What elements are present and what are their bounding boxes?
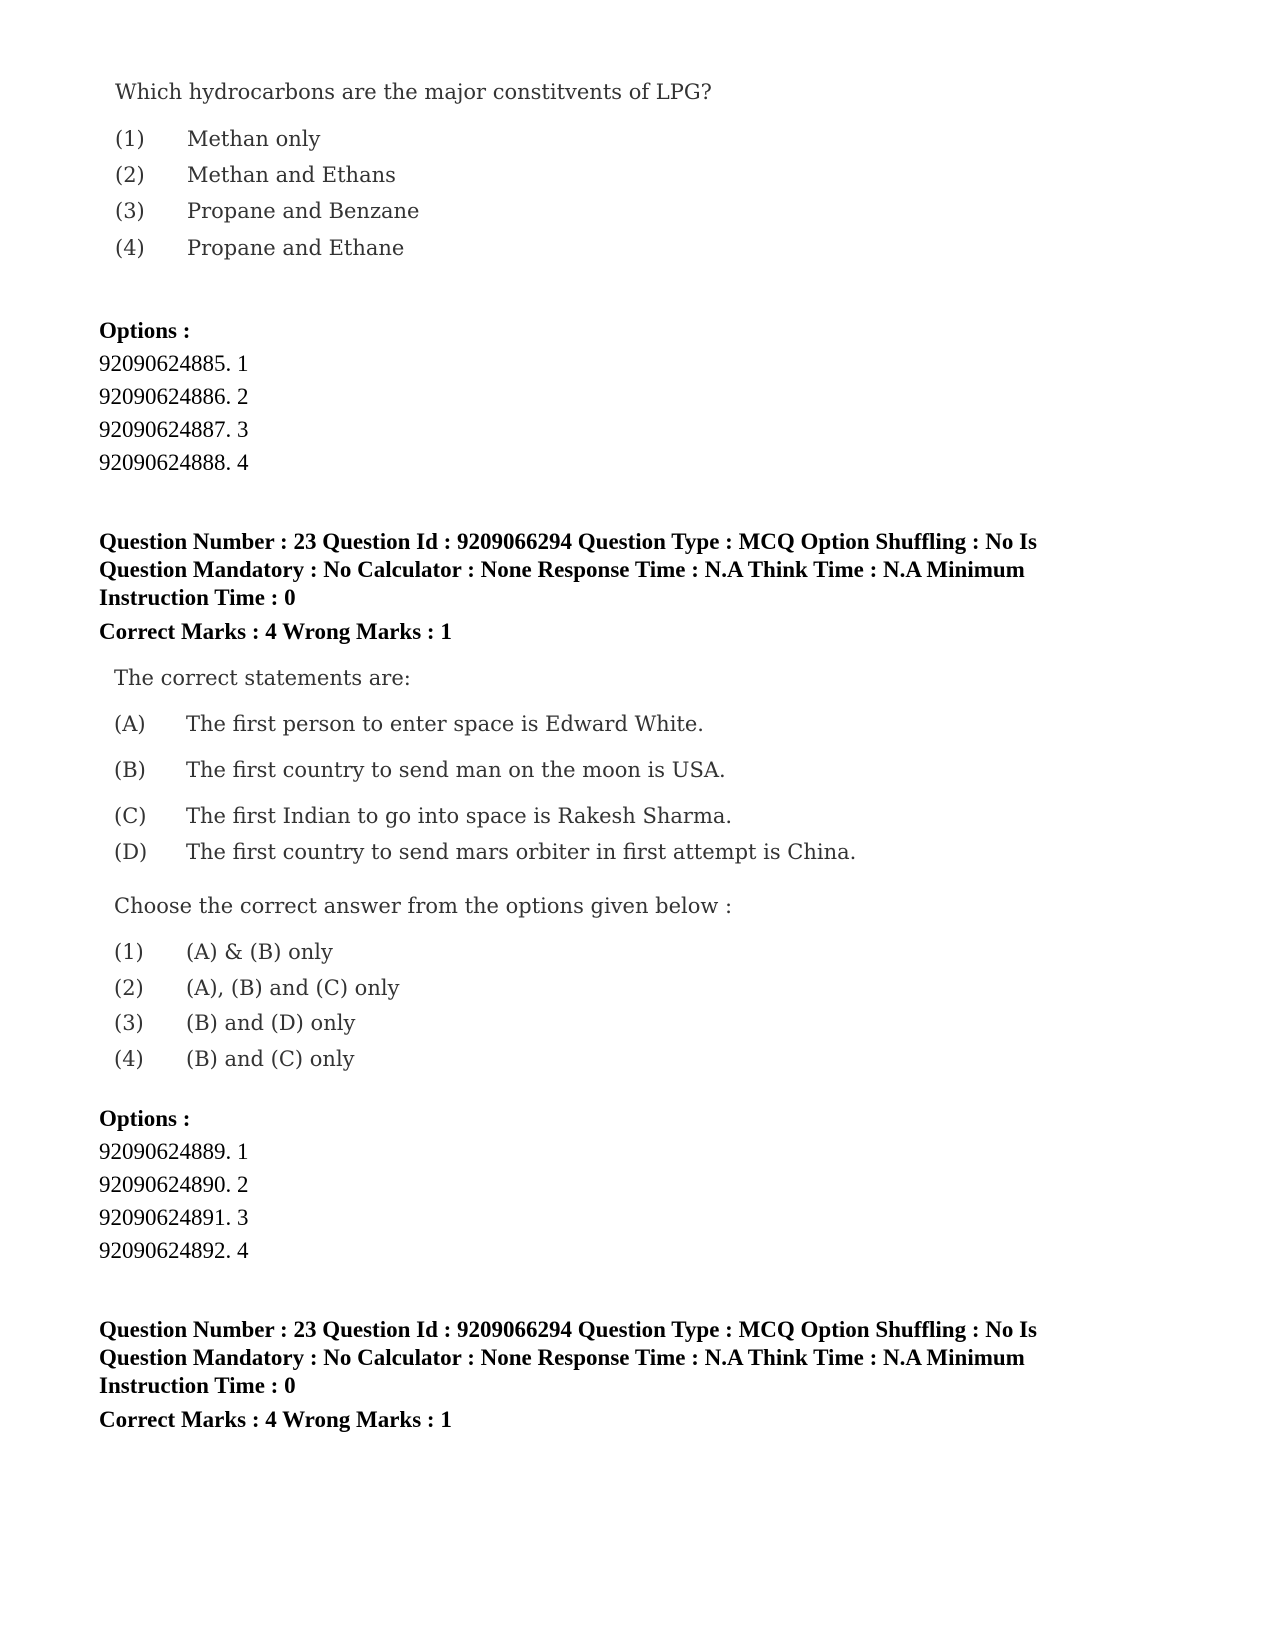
choice-label: (4) xyxy=(114,1047,144,1071)
question-image-space xyxy=(114,666,874,1071)
options-block xyxy=(99,314,249,479)
choice-label: (1) xyxy=(115,127,145,151)
choice-text: Propane and Ethane xyxy=(187,236,405,260)
choice-text: Methan and Ethans xyxy=(187,163,396,187)
statement-text: The first person to enter space is Edward White. xyxy=(186,712,704,736)
question-meta-line: Question Number : 23 Question Id : 9209066294 Question Type : MCQ Option Shuffling : No Is xyxy=(99,1317,1038,1342)
question-meta-line: Instruction Time : 0 xyxy=(99,1373,296,1398)
statement-text: The first Indian to go into space is Rakesh Sharma. xyxy=(186,804,733,828)
option-item: 92090624888. 4 xyxy=(99,450,249,475)
options-heading: Options : xyxy=(99,318,191,343)
choice-text: (A) & (B) only xyxy=(186,940,333,964)
question-marks: Correct Marks : 4 Wrong Marks : 1 xyxy=(99,619,452,644)
question-meta xyxy=(99,1316,1189,1434)
question-stem: The correct statements are: xyxy=(114,666,411,690)
question-marks: Correct Marks : 4 Wrong Marks : 1 xyxy=(99,1407,452,1432)
choice-text: Methan only xyxy=(187,127,321,151)
choice-text: Propane and Benzane xyxy=(187,199,420,223)
choice-label: (1) xyxy=(114,940,144,964)
option-item: 92090624892. 4 xyxy=(99,1238,249,1263)
question-meta xyxy=(99,528,1189,646)
choice-text: (B) and (C) only xyxy=(186,1047,355,1071)
answer-instruction: Choose the correct answer from the options given below : xyxy=(114,894,733,918)
choice-label: (2) xyxy=(114,976,144,1000)
statement-label: (D) xyxy=(114,840,148,864)
option-item: 92090624891. 3 xyxy=(99,1205,249,1230)
option-item: 92090624886. 2 xyxy=(99,384,249,409)
choice-text: (B) and (D) only xyxy=(186,1011,356,1035)
question-meta-line: Question Mandatory : No Calculator : None Response Time : N.A Think Time : N.A Minimum xyxy=(99,557,1025,582)
choice-label: (2) xyxy=(115,163,145,187)
choice-text: (A), (B) and (C) only xyxy=(186,976,400,1000)
statement-text: The first country to send man on the moon is USA. xyxy=(186,758,726,782)
question-meta-line: Instruction Time : 0 xyxy=(99,585,296,610)
options-heading: Options : xyxy=(99,1106,191,1131)
question-meta-line: Question Mandatory : No Calculator : None Response Time : N.A Think Time : N.A Minimum xyxy=(99,1345,1025,1370)
option-item: 92090624887. 3 xyxy=(99,417,249,442)
statement-label: (B) xyxy=(114,758,146,782)
choice-label: (3) xyxy=(114,1011,144,1035)
choice-label: (4) xyxy=(115,236,145,260)
choice-label: (3) xyxy=(115,199,145,223)
question-image-lpg xyxy=(115,80,735,280)
options-block xyxy=(99,1102,249,1267)
statement-label: (A) xyxy=(114,712,146,736)
option-item: 92090624889. 1 xyxy=(99,1139,249,1164)
question-stem: Which hydrocarbons are the major constitvents of LPG? xyxy=(115,80,712,104)
option-item: 92090624890. 2 xyxy=(99,1172,249,1197)
statement-text: The first country to send mars orbiter in first attempt is China. xyxy=(186,840,857,864)
question-meta-line: Question Number : 23 Question Id : 9209066294 Question Type : MCQ Option Shuffling : No Is xyxy=(99,529,1038,554)
statement-label: (C) xyxy=(114,804,147,828)
option-item: 92090624885. 1 xyxy=(99,351,249,376)
